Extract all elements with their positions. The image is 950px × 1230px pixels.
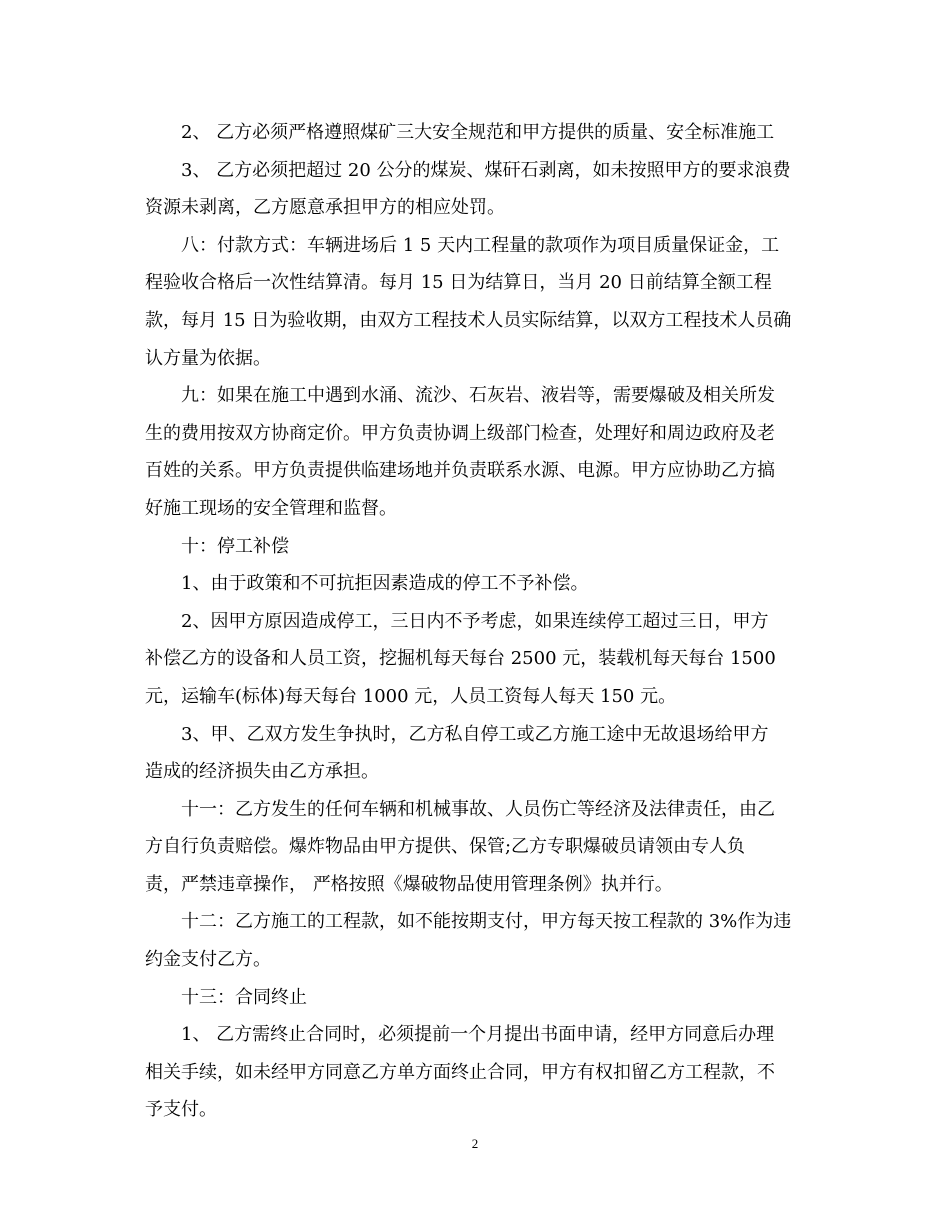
paragraph-line: 予支付。 — [145, 1099, 217, 1121]
paragraph-line: 生的费用按双方协商定价。甲方负责协调上级部门检查，处理好和周边政府及老 — [145, 422, 775, 444]
paragraph-line: 1、 乙方需终止合同时，必须提前一个月提出书面申请，经甲方同意后办理 — [181, 1024, 775, 1046]
paragraph-line: 十二：乙方施工的工程款，如不能按期支付，甲方每天按工程款的 3%作为违 — [181, 911, 792, 933]
paragraph-line: 2、 乙方必须严格遵照煤矿三大安全规范和甲方提供的质量、安全标准施工 — [181, 122, 775, 143]
paragraph-line: 3、甲、乙双方发生争执时，乙方私自停工或乙方施工途中无故退场给甲方 — [181, 723, 769, 745]
paragraph-line: 认方量为依据。 — [145, 347, 271, 369]
paragraph-line: 百姓的关系。甲方负责提供临建场地并负责联系水源、电源。甲方应协助乙方搞 — [145, 460, 775, 482]
paragraph-line: 约金支付乙方。 — [145, 949, 271, 971]
paragraph-line: 2、因甲方原因造成停工，三日内不予考虑，如果连续停工超过三日，甲方 — [181, 610, 769, 632]
paragraph-line: 款，每月 15 日为验收期，由双方工程技术人员实际结算，以双方工程技术人员确 — [145, 309, 792, 331]
paragraph-p4 — [145, 377, 805, 527]
paragraph-line: 3、 乙方必须把超过 20 公分的煤炭、煤矸石剥离，如未按照甲方的要求浪费 — [181, 159, 791, 181]
paragraph-line: 责，严禁违章操作， 严格按照《爆破物品使用管理条例》执并行。 — [145, 873, 673, 895]
paragraph-line: 好施工现场的安全管理和监督。 — [145, 497, 397, 519]
paragraph-line: 造成的经济损失由乙方承担。 — [145, 761, 379, 783]
paragraph-line: 相关手续，如未经甲方同意乙方单方面终止合同，甲方有权扣留乙方工程款，不 — [145, 1061, 775, 1083]
paragraph-line: 十三：合同终止 — [181, 986, 307, 1008]
paragraph-p10 — [145, 903, 805, 978]
paragraph-p7 — [145, 603, 805, 716]
paragraph-p12 — [145, 1016, 805, 1129]
paragraph-line: 十：停工补偿 — [181, 535, 289, 557]
paragraph-line: 资源未剥离，乙方愿意承担甲方的相应处罚。 — [145, 197, 505, 219]
paragraph-p8 — [145, 716, 805, 791]
paragraph-p1 — [145, 114, 805, 152]
paragraph-p6 — [145, 565, 805, 603]
paragraph-line: 程验收合格后一次性结算清。每月 15 日为结算日，当月 20 日前结算全额工程 — [145, 272, 772, 294]
document-body — [145, 114, 805, 1129]
paragraph-p11 — [145, 979, 805, 1017]
paragraph-line: 补偿乙方的设备和人员工资，挖掘机每天每台 2500 元，装载机每天每台 1500 — [145, 648, 776, 670]
paragraph-p2 — [145, 152, 805, 227]
page-number: 2 — [471, 1136, 479, 1151]
paragraph-p9 — [145, 791, 805, 904]
paragraph-line: 八：付款方式：车辆进场后 1 5 天内工程量的款项作为项目质量保证金，工 — [181, 234, 780, 256]
paragraph-line: 1、由于政策和不可抗拒因素造成的停工不予补偿。 — [181, 573, 589, 595]
paragraph-line: 十一：乙方发生的任何车辆和机械事故、人员伤亡等经济及法律责任，由乙 — [181, 798, 775, 820]
paragraph-line: 方自行负责赔偿。爆炸物品由甲方提供、保管;乙方专职爆破员请领由专人负 — [145, 836, 746, 858]
paragraph-line: 九：如果在施工中遇到水涌、流沙、石灰岩、液岩等，需要爆破及相关所发 — [181, 385, 775, 407]
paragraph-p5 — [145, 528, 805, 566]
paragraph-p3 — [145, 227, 805, 377]
paragraph-line: 元，运输车(标体)每天每台 1000 元，人员工资每人每天 150 元。 — [145, 685, 677, 707]
